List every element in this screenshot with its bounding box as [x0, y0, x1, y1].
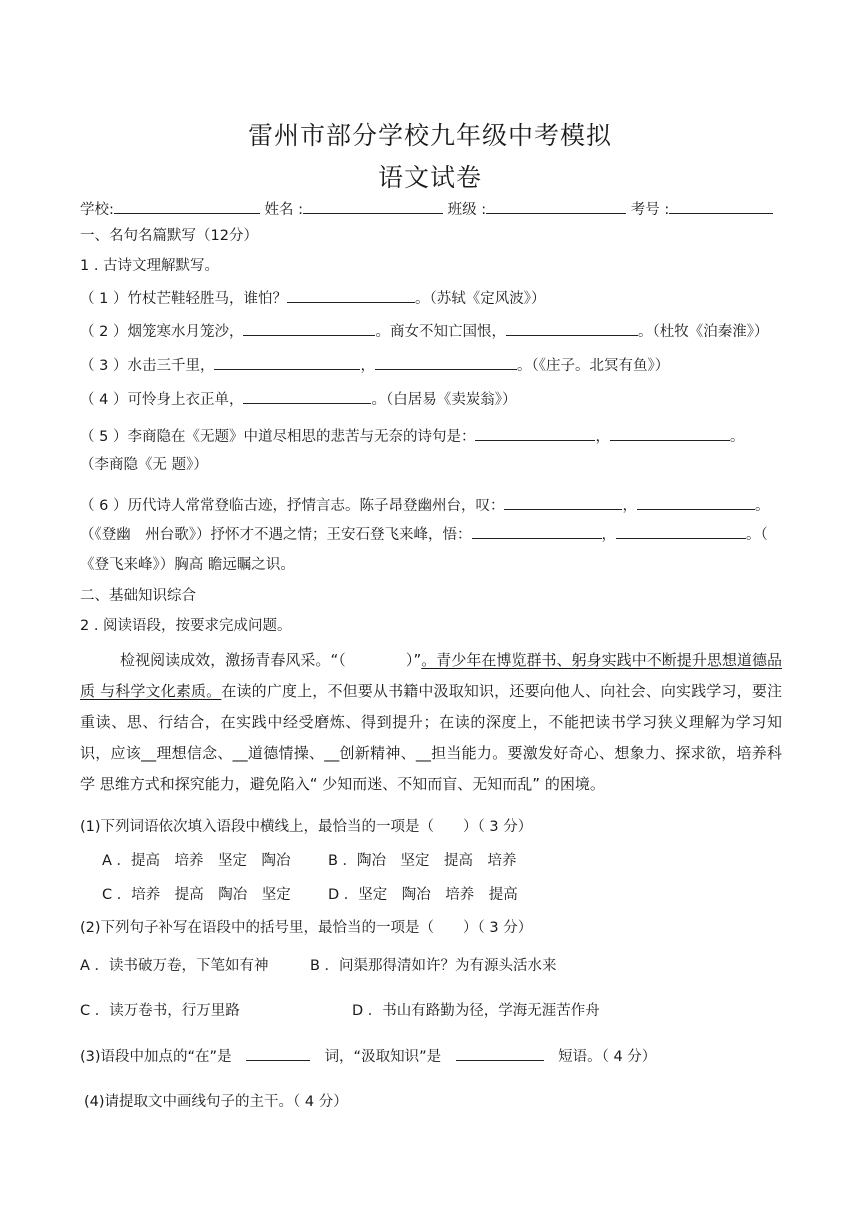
number-label: 考号 :: [630, 202, 670, 218]
item-text: （ 5 ）李商隐在《无题》中道尽相思的悲苦与无奈的诗句是：: [80, 429, 476, 445]
item-text: 。: [754, 498, 770, 514]
section1-heading: 一、名句名篇默写（12分）: [80, 228, 258, 244]
name-label: 姓名 :: [264, 202, 303, 218]
q2-1-option-c: C ．培养 提高 陶冶 坚定: [102, 887, 291, 903]
item-text: （ 1 ）竹杖芒鞋轻胜马，谁怕？: [80, 291, 287, 307]
item-text: 。（苏轼《定风波》）: [414, 291, 546, 307]
answer-blank: [214, 355, 360, 370]
page-title: 雷州市部分学校九年级中考模拟: [247, 121, 612, 150]
q1-item-1: [80, 287, 545, 308]
answer-blank: [246, 1046, 310, 1061]
item-text: 。（白居易《卖炭翁》）: [371, 392, 517, 408]
student-info-line: [80, 198, 773, 219]
q1-item-3: [80, 354, 669, 375]
question-text: (3)语段中加点的“在”是: [80, 1049, 232, 1065]
item-text: 。（: [746, 527, 768, 543]
item-text: （《登幽 州台歌》）抒怀才不遇之情；王安石登飞来峰，悟：: [80, 527, 472, 543]
question-text: 短语。（ 4 分）: [558, 1049, 657, 1065]
item-text: ，: [595, 429, 610, 445]
answer-blank: [375, 355, 517, 370]
answer-blank: [504, 495, 622, 510]
q2-2-option-d: D ．书山有路勤为径，学海无涯苦作舟: [352, 1003, 600, 1019]
q2-title: 2 . 阅读语段，按要求完成问题。: [80, 618, 292, 634]
class-blank: [486, 199, 626, 214]
answer-blank: [456, 1046, 544, 1061]
q2-2-question: (2)下列句子补写在语段中的括号里，最恰当的一项是（ ）（ 3 分）: [80, 920, 533, 936]
page-subtitle: 语文试卷: [377, 163, 482, 192]
item-text: 。商女不知亡国恨，: [375, 324, 506, 340]
answer-blank: [475, 426, 595, 441]
item-text: ，: [601, 527, 616, 543]
item-text: 。: [729, 429, 745, 445]
passage-text: 在读的广度上，不但要从书籍中汲取知识，还要向他人、向社会、向实践学习，要注 重读、思、行结合，在实践中经受磨炼、得到提升；在读的深度上，不能把读书学习狭义理解为学习知 识，应该__理想信念、__道德情操、__创新精神、__担当能力。要激发好奇心、想象力、探求欲，培养科学 思维方式和探究能力，避免陷入“ 少知而迷、不知而盲、无知而乱” 的困境。: [80, 682, 782, 793]
question-text: 词，“汲取知识”是: [324, 1049, 442, 1065]
q2-2-option-c: C ．读万卷书，行万里路: [80, 1003, 240, 1019]
item-text: （ 2 ）烟笼寒水月笼沙，: [80, 324, 244, 340]
number-blank: [669, 199, 773, 214]
answer-blank: [637, 495, 755, 510]
q2-2-option-a: A ．读书破万卷，下笔如有神: [80, 958, 269, 974]
q2-1-option-b: B ．陶冶 坚定 提高 培养: [328, 853, 517, 869]
item-text: 。（《庄子。北冥有鱼》）: [516, 358, 670, 374]
q2-3-question: [80, 1045, 656, 1066]
item-text: ，: [622, 498, 637, 514]
q2-4-question: (4)请提取文中画线句子的主干。（ 4 分）: [84, 1094, 348, 1110]
name-blank: [303, 199, 443, 214]
item-text: ，: [360, 358, 375, 374]
q1-title: 1 . 古诗文理解默写。: [80, 258, 220, 274]
q2-1-option-d: D ．坚定 陶冶 培养 提高: [328, 887, 518, 903]
answer-blank: [506, 321, 638, 336]
item-text: 。（杜牧《泊秦淮》）: [637, 324, 769, 340]
answer-blank: [243, 389, 371, 404]
q1-item-5: [80, 425, 744, 446]
class-label: 班级 :: [447, 202, 487, 218]
item-text: （ 6 ）历代诗人常常登临古迹，抒情言志。陈子昂登幽州台，叹：: [80, 498, 505, 514]
passage-text: 检视阅读成效，激扬青春风采。“（ ）”: [120, 651, 422, 669]
school-blank: [114, 199, 260, 214]
q2-2-option-b: B ．问渠那得清如许？为有源头活水来: [310, 958, 557, 974]
answer-blank: [243, 321, 375, 336]
q1-item-6-line2: [80, 523, 768, 544]
underlined-sentence: 。青少年在博览群书、躬身实践中不断提升思想道德品质 与科学文化素质。: [80, 651, 782, 700]
answer-blank: [616, 524, 746, 539]
q2-1-question: (1)下列词语依次填入语段中横线上，最恰当的一项是（ ）（ 3 分）: [80, 819, 533, 835]
q1-item-2: [80, 320, 768, 341]
q1-item-6-line3: 《登飞来峰》）胸高 瞻远瞩之识。: [80, 557, 295, 573]
q1-item-5-source: （李商隐《无 题》）: [80, 457, 208, 473]
q2-1-option-a: A ．提高 培养 坚定 陶冶: [102, 853, 291, 869]
answer-blank: [610, 426, 730, 441]
reading-passage: [80, 645, 782, 800]
item-text: （ 3 ）水击三千里，: [80, 358, 215, 374]
answer-blank: [472, 524, 602, 539]
q1-item-6: [80, 494, 769, 515]
q1-item-4: [80, 388, 516, 409]
item-text: （ 4 ）可怜身上衣正单，: [80, 392, 244, 408]
section2-heading: 二、基础知识综合: [80, 588, 196, 604]
school-label: 学校:: [80, 202, 114, 218]
answer-blank: [287, 288, 415, 303]
